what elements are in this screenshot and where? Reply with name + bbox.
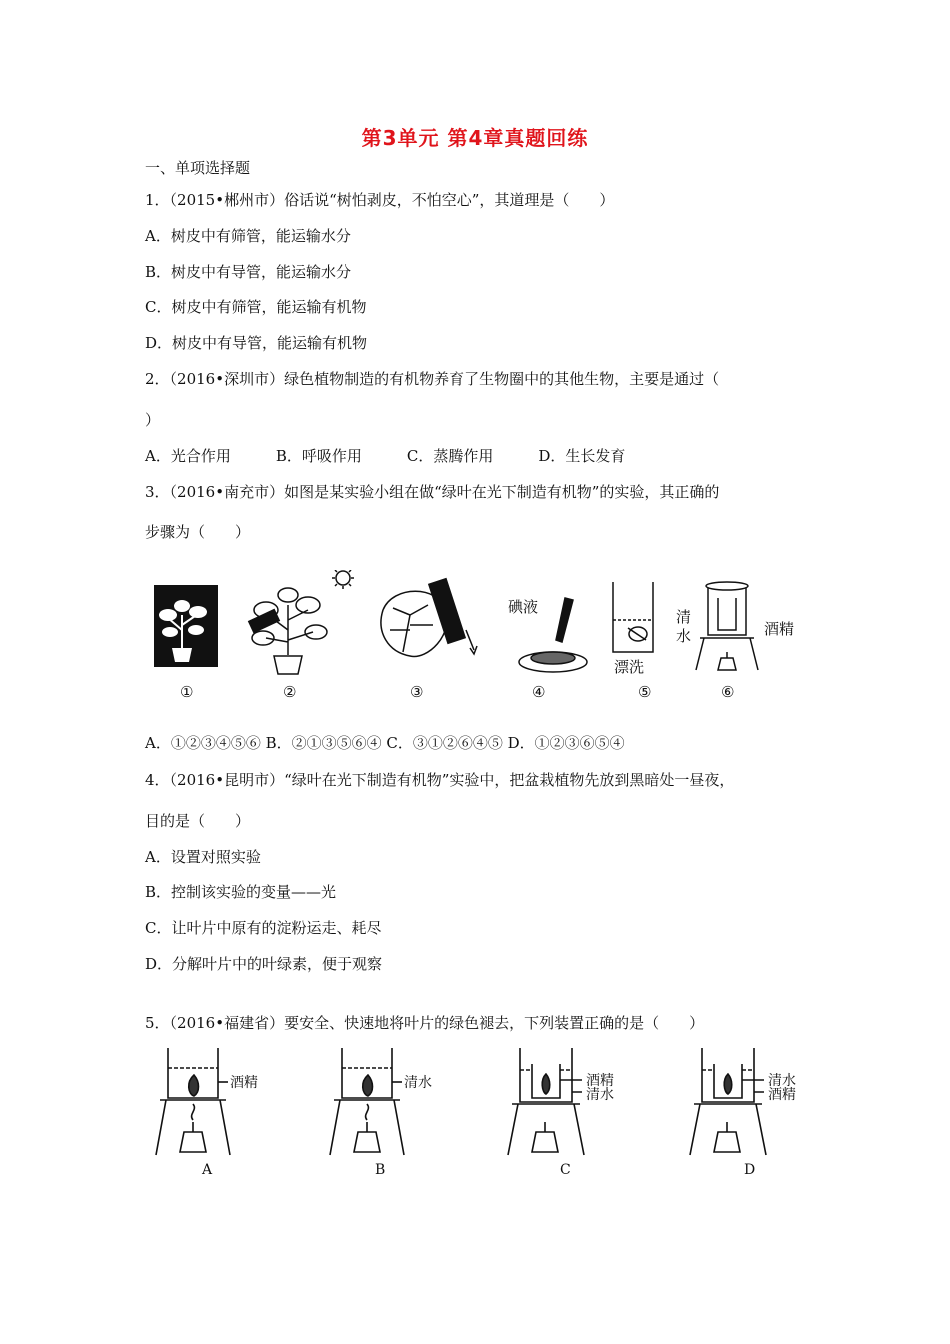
- apparatus-c-caption: C: [560, 1162, 571, 1178]
- water-bath-heating-illustration: [696, 582, 758, 670]
- apparatus-a-liquid-label: 酒精: [230, 1075, 258, 1091]
- q4-option-c: C．让叶片中原有的淀粉运走、耗尽: [145, 919, 382, 937]
- q3-experiment-figure: [148, 570, 803, 710]
- step-number-1: ①: [180, 683, 194, 701]
- apparatus-d-outer-label: 清水: [768, 1073, 796, 1089]
- q4-option-a: A．设置对照实验: [145, 848, 261, 866]
- plant-in-dark-illustration: [154, 585, 218, 667]
- q1-option-a: A．树皮中有筛管，能运输水分: [145, 227, 351, 245]
- q4-option-b: B．控制该实验的变量——光: [145, 883, 337, 901]
- step-number-5: ⑤: [638, 683, 652, 701]
- step-number-3: ③: [410, 683, 424, 701]
- q2-stem-line1: 2．（2016•深圳市）绿色植物制造的有机物养育了生物圈中的其他生物，主要是通过（: [145, 370, 720, 388]
- q2-stem-line2: ）: [145, 411, 161, 429]
- q1-option-b: B．树皮中有导管，能运输水分: [145, 263, 352, 281]
- apparatus-c-inner-label: 清水: [586, 1087, 614, 1103]
- apparatus-b-illustration: [330, 1048, 404, 1155]
- leaf-with-strip-illustration: [381, 579, 477, 657]
- q4-stem-line2: 目的是（ ）: [145, 812, 251, 830]
- step-number-4: ④: [532, 683, 546, 701]
- apparatus-a-illustration: [156, 1048, 230, 1155]
- q4-stem-line1: 4．（2016•昆明市）“绿叶在光下制造有机物”实验中，把盆栽植物先放到黑暗处一昼夜，: [145, 771, 735, 789]
- covered-leaf-under-sun-illustration: [249, 570, 354, 674]
- iodine-label: 碘液: [508, 598, 539, 616]
- apparatus-a-caption: A: [202, 1162, 213, 1178]
- q3-stem-line2: 步骤为（ ）: [145, 523, 251, 541]
- apparatus-b-liquid-label: 清水: [404, 1075, 432, 1091]
- apparatus-b-caption: B: [375, 1162, 386, 1178]
- q5-stem: 5．（2016•福建省）要安全、快速地将叶片的绿色褪去，下列装置正确的是（ ）: [145, 1014, 705, 1032]
- q3-stem-line1: 3．（2016•南充市）如图是某实验小组在做“绿叶在光下制造有机物”的实验，其正确的: [145, 483, 720, 501]
- q2-options: A．光合作用 B．呼吸作用 C．蒸腾作用 D．生长发育: [145, 447, 626, 465]
- q1-option-d: D．树皮中有导管，能运输有机物: [145, 334, 368, 352]
- q3-options: A．①②③④⑤⑥ B．②①③⑤⑥④ C．③①②⑥④⑤ D．①②③⑥⑤④: [145, 734, 625, 752]
- apparatus-c-illustration: [508, 1048, 584, 1155]
- q1-stem: 1．（2015•郴州市）俗话说“树怕剥皮，不怕空心”，其道理是（ ）: [145, 191, 615, 209]
- step-number-2: ②: [283, 683, 297, 701]
- section-heading: 一、单项选择题: [145, 159, 251, 177]
- water-label: 清水: [676, 608, 692, 645]
- apparatus-d-caption: D: [744, 1162, 756, 1178]
- q1-option-c: C．树皮中有筛管，能运输有机物: [145, 298, 367, 316]
- q4-option-d: D．分解叶片中的叶绿素，便于观察: [145, 955, 383, 973]
- apparatus-c-outer-label: 酒精: [586, 1073, 614, 1089]
- q5-apparatus-figure: [150, 1040, 810, 1185]
- beaker-rinse-illustration: [613, 582, 653, 652]
- apparatus-d-inner-label: 酒精: [768, 1087, 796, 1103]
- alcohol-label: 酒精: [764, 620, 795, 638]
- step-number-6: ⑥: [721, 683, 735, 701]
- rinse-label: 漂洗: [614, 658, 645, 676]
- page-title: 第3单元 第4章真题回练: [361, 126, 589, 150]
- apparatus-d-illustration: [690, 1048, 766, 1155]
